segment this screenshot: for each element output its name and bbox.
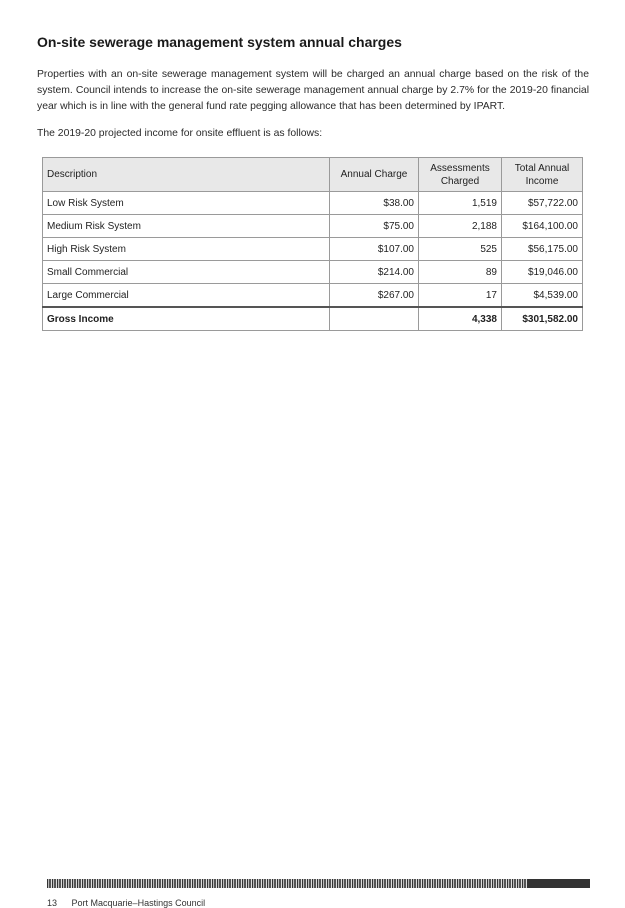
row-total: $56,175.00 xyxy=(502,238,583,261)
page-number: 13 xyxy=(47,898,58,908)
row-description: High Risk System xyxy=(43,238,330,261)
header-assessments: Assessments Charged xyxy=(419,158,502,192)
table-row xyxy=(43,284,583,308)
row-description: Large Commercial xyxy=(43,284,330,308)
row-description: Low Risk System xyxy=(43,192,330,215)
row-assessments: 17 xyxy=(419,284,502,308)
table-row xyxy=(43,238,583,261)
row-total: $19,046.00 xyxy=(502,261,583,284)
row-assessments: 89 xyxy=(419,261,502,284)
table-row xyxy=(43,192,583,215)
row-total: $4,539.00 xyxy=(502,284,583,308)
row-annual-charge: $107.00 xyxy=(330,238,419,261)
row-assessments: 2,188 xyxy=(419,215,502,238)
row-assessments: 1,519 xyxy=(419,192,502,215)
total-description: Gross Income xyxy=(43,307,330,331)
row-total: $57,722.00 xyxy=(502,192,583,215)
projection-paragraph: The 2019-20 projected income for onsite effluent is as follows: xyxy=(37,128,323,139)
page-title: On-site sewerage management system annual charges xyxy=(37,34,402,50)
total-income: $301,582.00 xyxy=(502,307,583,331)
row-description: Small Commercial xyxy=(43,261,330,284)
footer-decorative-bar xyxy=(47,879,590,888)
page-footer xyxy=(47,898,217,908)
charges-table xyxy=(42,157,583,331)
row-annual-charge: $267.00 xyxy=(330,284,419,308)
organisation-name: Port Macquarie–Hastings Council xyxy=(71,898,206,908)
header-description: Description xyxy=(43,158,330,192)
table-row xyxy=(43,261,583,284)
header-total: Total Annual Income xyxy=(502,158,583,192)
row-annual-charge: $214.00 xyxy=(330,261,419,284)
gross-income-row xyxy=(43,307,583,331)
footer-solid-block xyxy=(527,879,590,888)
intro-paragraph: Properties with an on-site sewerage management system will be charged an annual charge based on the risk of the system. Council intends to increase the on-site sewerage management annual charge by 2.7% for the 2019-20 financial year which is in line with the general fund rate pegging allowance that has been determined by IPART. xyxy=(37,69,589,112)
row-description: Medium Risk System xyxy=(43,215,330,238)
row-assessments: 525 xyxy=(419,238,502,261)
row-annual-charge: $38.00 xyxy=(330,192,419,215)
row-annual-charge: $75.00 xyxy=(330,215,419,238)
header-annual-charge: Annual Charge xyxy=(330,158,419,192)
table-header-row xyxy=(43,158,583,192)
footer-pattern xyxy=(47,879,527,888)
table-row xyxy=(43,215,583,238)
total-annual-charge xyxy=(330,307,419,331)
total-assessments: 4,338 xyxy=(419,307,502,331)
row-total: $164,100.00 xyxy=(502,215,583,238)
